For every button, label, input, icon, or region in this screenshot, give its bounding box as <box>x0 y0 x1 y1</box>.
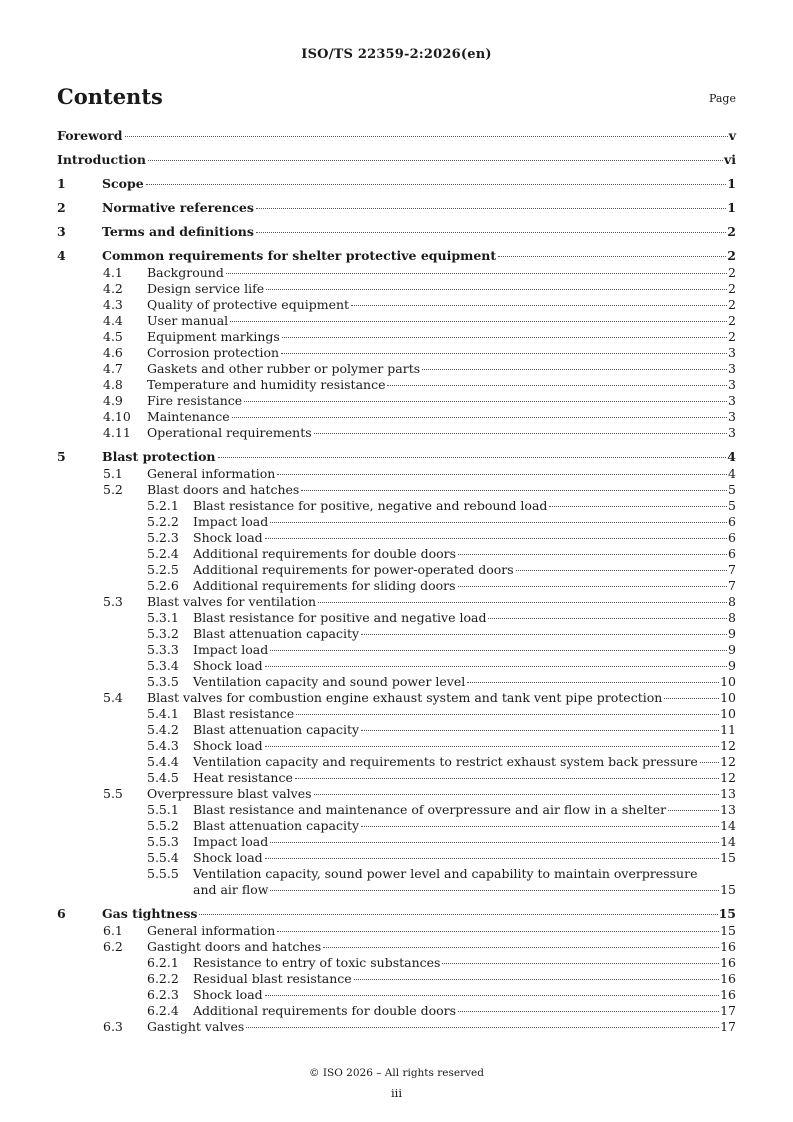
toc-leader-dots <box>498 256 726 257</box>
document-header: ISO/TS 22359-2:2026(en) <box>301 47 492 62</box>
toc-entry-title: Blast resistance <box>193 706 295 721</box>
toc-entry-title: Corrosion protection <box>147 345 280 360</box>
toc-entry[interactable] <box>57 706 736 722</box>
toc-entry-number: 4.8 <box>103 377 123 392</box>
toc-entry-page: v <box>728 128 736 143</box>
toc-leader-dots <box>265 538 727 539</box>
toc-leader-dots <box>668 810 719 811</box>
toc-entry-number: 5.3 <box>103 594 123 609</box>
toc-entry-title: Ventilation capacity and sound power level <box>193 674 466 689</box>
toc-entry-page: 16 <box>720 971 736 986</box>
toc-entry-title: Blast resistance for positive and negative load <box>193 610 487 625</box>
toc-entry-number: 6.2.1 <box>147 955 179 970</box>
toc-entry-page: 2 <box>728 265 736 280</box>
toc-entry-number: 6.1 <box>103 923 123 938</box>
toc-entry-number: 5.5 <box>103 786 123 801</box>
toc-entry-page: 3 <box>728 345 736 360</box>
toc-entry-page: 16 <box>720 955 736 970</box>
toc-entry[interactable] <box>57 409 736 425</box>
toc-entry-title: Gaskets and other rubber or polymer parts <box>147 361 421 376</box>
toc-entry[interactable] <box>57 1019 736 1035</box>
toc-leader-dots <box>458 554 727 555</box>
toc-entry-page: 5 <box>728 498 736 513</box>
toc-entry-title: Gas tightness <box>102 906 198 921</box>
toc-leader-dots <box>516 570 727 571</box>
toc-entry-title: Background <box>147 265 224 280</box>
toc-entry-number: 4.5 <box>103 329 123 344</box>
toc-leader-dots <box>265 858 719 859</box>
toc-leader-dots <box>244 401 727 402</box>
toc-entry-page: 11 <box>720 722 736 737</box>
toc-entry-title: Resistance to entry of toxic substances <box>193 955 441 970</box>
toc-entry-title: Maintenance <box>147 409 230 424</box>
toc-entry[interactable] <box>57 345 736 361</box>
toc-leader-dots <box>422 369 727 370</box>
toc-leader-dots <box>301 490 727 491</box>
toc-entry-number: 5.5.3 <box>147 834 179 849</box>
toc-entry-title: Common requirements for shelter protective equipment <box>102 248 497 263</box>
toc-entry-page: 2 <box>728 313 736 328</box>
toc-entry-number: 4.4 <box>103 313 123 328</box>
toc-entry[interactable] <box>57 393 736 409</box>
toc-leader-dots <box>361 826 719 827</box>
toc-entry-page: 9 <box>728 626 736 641</box>
toc-entry-number: 4.6 <box>103 345 123 360</box>
toc-entry-number: 4.2 <box>103 281 123 296</box>
toc-entry-page: 13 <box>720 802 736 817</box>
toc-entry[interactable] <box>57 466 736 482</box>
toc-leader-dots <box>266 289 727 290</box>
toc-entry-title: Additional requirements for power-operated doors <box>193 562 514 577</box>
toc-entry[interactable] <box>57 906 736 924</box>
toc-entry-page: 17 <box>720 1003 736 1018</box>
toc-entry[interactable] <box>57 882 736 898</box>
toc-entry[interactable] <box>57 498 736 514</box>
toc-leader-dots <box>295 778 719 779</box>
toc-entry[interactable] <box>57 514 736 530</box>
toc-entry-title: Blast attenuation capacity <box>193 626 360 641</box>
toc-entry[interactable] <box>57 224 736 242</box>
toc-entry-title: Scope <box>102 176 144 191</box>
toc-entry-number: 5.3.5 <box>147 674 179 689</box>
toc-entry-title: Equipment markings <box>147 329 280 344</box>
toc-entry-page: 17 <box>720 1019 736 1034</box>
toc-entry-title: Blast attenuation capacity <box>193 818 360 833</box>
toc-entry-page: 3 <box>728 377 736 392</box>
toc-entry-title: Blast doors and hatches <box>147 482 300 497</box>
toc-leader-dots <box>323 947 719 948</box>
toc-leader-dots <box>270 890 719 891</box>
toc-entry[interactable] <box>57 482 736 498</box>
toc-entry-number: 5.5.4 <box>147 850 179 865</box>
toc-leader-dots <box>281 353 727 354</box>
toc-entry-title: Gastight valves <box>147 1019 245 1034</box>
toc-entry[interactable] <box>57 449 736 467</box>
toc-entry-number: 6.2.4 <box>147 1003 179 1018</box>
toc-entry-page: 2 <box>727 224 736 239</box>
toc-leader-dots <box>265 746 719 747</box>
toc-entry[interactable] <box>57 923 736 939</box>
toc-entry-title: Terms and definitions <box>102 224 254 239</box>
toc-entry-title: Shock load <box>193 850 263 865</box>
toc-entry-page: 3 <box>728 425 736 440</box>
toc-entry-title: Quality of protective equipment <box>147 297 350 312</box>
toc-entry-title: Shock load <box>193 987 263 1002</box>
toc-entry-number: 4.9 <box>103 393 123 408</box>
toc-entry[interactable] <box>57 818 736 834</box>
toc-leader-dots <box>199 914 717 915</box>
toc-entry-title: Gastight doors and hatches <box>147 939 322 954</box>
toc-entry-number: 5.4.5 <box>147 770 179 785</box>
toc-leader-dots <box>218 457 727 458</box>
toc-leader-dots <box>148 160 723 161</box>
toc-entry-first-line[interactable] <box>147 866 697 881</box>
toc-entry[interactable] <box>57 850 736 866</box>
toc-entry-title: Additional requirements for double doors <box>193 1003 457 1018</box>
toc-leader-dots <box>277 474 727 475</box>
toc-entry-number: 5.2 <box>103 482 123 497</box>
toc-leader-dots <box>270 650 727 651</box>
toc-entry-title: Overpressure blast valves <box>147 786 312 801</box>
toc-entry[interactable] <box>57 248 736 266</box>
toc-entry-page: 14 <box>720 834 736 849</box>
toc-leader-dots <box>270 842 719 843</box>
toc-entry-number: 4.10 <box>103 409 131 424</box>
toc-entry-page: 15 <box>720 882 736 897</box>
toc-entry-number: 4 <box>57 248 66 263</box>
toc-entry-page: 2 <box>728 281 736 296</box>
toc-entry-number: 5 <box>57 449 66 464</box>
toc-entry-page: 9 <box>728 642 736 657</box>
toc-leader-dots <box>361 730 719 731</box>
toc-entry-page: 10 <box>720 706 736 721</box>
toc-entry-number: 5.2.1 <box>147 498 179 513</box>
toc-leader-dots <box>230 321 727 322</box>
toc-leader-dots <box>361 634 727 635</box>
toc-entry[interactable] <box>57 754 736 770</box>
toc-entry-number: 6 <box>57 906 66 921</box>
toc-entry-number: 5.3.2 <box>147 626 179 641</box>
toc-entry-page: 9 <box>728 658 736 673</box>
toc-entry-title: Foreword <box>57 128 123 143</box>
toc-entry-page: 1 <box>727 176 736 191</box>
toc-leader-dots <box>488 618 727 619</box>
toc-entry-title: Ventilation capacity, sound power level and capability to maintain overpressure <box>193 866 698 881</box>
toc-entry-title: Design service life <box>147 281 265 296</box>
toc-entry[interactable] <box>57 128 736 146</box>
toc-entry-page: 10 <box>720 674 736 689</box>
toc-entry[interactable] <box>57 281 736 297</box>
toc-leader-dots <box>246 1027 719 1028</box>
toc-entry-page: 2 <box>727 248 736 263</box>
toc-entry[interactable] <box>57 530 736 546</box>
toc-entry[interactable] <box>57 939 736 955</box>
toc-entry-title: Additional requirements for sliding doors <box>193 578 456 593</box>
toc-leader-dots <box>700 762 719 763</box>
toc-entry-number: 5.1 <box>103 466 123 481</box>
toc-leader-dots <box>442 963 719 964</box>
toc-entry-page: 3 <box>728 361 736 376</box>
toc-entry-page: 6 <box>728 530 736 545</box>
toc-entry[interactable] <box>57 546 736 562</box>
toc-entry-title: Residual blast resistance <box>193 971 352 986</box>
toc-entry-number: 3 <box>57 224 66 239</box>
toc-entry-title: Fire resistance <box>147 393 243 408</box>
toc-leader-dots <box>265 995 719 996</box>
toc-entry-number: 5.5.2 <box>147 818 179 833</box>
toc-entry-page: 3 <box>728 409 736 424</box>
toc-entry-title: Blast protection <box>102 449 216 464</box>
toc-entry[interactable] <box>57 265 736 281</box>
toc-entry[interactable] <box>57 722 736 738</box>
toc-entry[interactable] <box>57 690 736 706</box>
toc-entry[interactable] <box>57 610 736 626</box>
toc-entry[interactable] <box>57 955 736 971</box>
toc-entry-page: 3 <box>728 393 736 408</box>
toc-entry-title: Ventilation capacity and requirements to restrict exhaust system back pressure <box>193 754 698 769</box>
toc-leader-dots <box>256 208 726 209</box>
toc-entry-title: Blast valves for combustion engine exhaust system and tank vent pipe protection <box>147 690 663 705</box>
toc-leader-dots <box>146 184 727 185</box>
toc-leader-dots <box>296 714 719 715</box>
toc-entry-number: 5.4.3 <box>147 738 179 753</box>
toc-entry-number: 4.11 <box>103 425 131 440</box>
toc-entry-number: 6.3 <box>103 1019 123 1034</box>
toc-entry-page: 8 <box>728 610 736 625</box>
toc-entry-number: 5.3.3 <box>147 642 179 657</box>
toc-entry-title: Operational requirements <box>147 425 312 440</box>
toc-entry[interactable] <box>57 770 736 786</box>
toc-entry[interactable] <box>57 674 736 690</box>
toc-entry-title: User manual <box>147 313 229 328</box>
page-column-label: Page <box>708 92 736 105</box>
toc-entry-page: 6 <box>728 546 736 561</box>
toc-entry-number: 6.2 <box>103 939 123 954</box>
toc-entry-title: Shock load <box>193 658 263 673</box>
toc-entry[interactable] <box>57 578 736 594</box>
toc-leader-dots <box>351 305 727 306</box>
toc-entry-title: Heat resistance <box>193 770 293 785</box>
toc-entry[interactable] <box>57 377 736 393</box>
toc-entry[interactable] <box>57 594 736 610</box>
toc-entry-page: 12 <box>720 770 736 785</box>
toc-entry-number: 4.7 <box>103 361 123 376</box>
toc-entry-page: 2 <box>728 329 736 344</box>
toc-entry-page: 13 <box>720 786 736 801</box>
toc-entry-page: 5 <box>728 482 736 497</box>
toc-entry-title: Blast attenuation capacity <box>193 722 360 737</box>
toc-entry[interactable] <box>57 738 736 754</box>
toc-entry[interactable] <box>57 642 736 658</box>
footer-page-number: iii <box>390 1086 403 1100</box>
toc-entry-number: 5.5.5 <box>147 866 179 881</box>
toc-entry-number: 5.3.4 <box>147 658 179 673</box>
toc-entry-title: General information <box>147 923 276 938</box>
toc-entry-page: 7 <box>728 562 736 577</box>
toc-entry[interactable] <box>57 329 736 345</box>
toc-entry-page: 2 <box>728 297 736 312</box>
toc-entry-number: 5.4.4 <box>147 754 179 769</box>
contents-title: Contents <box>57 84 163 109</box>
toc-entry-number: 5.2.3 <box>147 530 179 545</box>
footer-copyright: © ISO 2026 – All rights reserved <box>309 1067 484 1079</box>
toc-entry-title-continued: and air flow <box>193 882 269 897</box>
toc-entry-page: 4 <box>727 449 736 464</box>
toc-entry[interactable] <box>57 361 736 377</box>
toc-leader-dots <box>125 136 728 137</box>
toc-entry-page: 16 <box>720 987 736 1002</box>
toc-leader-dots <box>282 337 727 338</box>
toc-entry-number: 5.4.1 <box>147 706 179 721</box>
toc-entry-title: Blast resistance and maintenance of overpressure and air flow in a shelter <box>193 802 667 817</box>
toc-entry-page: 15 <box>720 923 736 938</box>
toc-leader-dots <box>314 794 720 795</box>
toc-entry[interactable] <box>57 626 736 642</box>
toc-entry-title: Impact load <box>193 834 269 849</box>
toc-leader-dots <box>277 931 719 932</box>
toc-entry-page: 6 <box>728 514 736 529</box>
toc-entry-page: 15 <box>718 906 736 921</box>
toc-entry[interactable] <box>57 987 736 1003</box>
toc-leader-dots <box>467 682 719 683</box>
toc-entry-title: Additional requirements for double doors <box>193 546 457 561</box>
toc-leader-dots <box>549 506 727 507</box>
toc-entry-number: 5.3.1 <box>147 610 179 625</box>
toc-entry-number: 1 <box>57 176 66 191</box>
toc-entry[interactable] <box>57 297 736 313</box>
toc-entry[interactable] <box>57 971 736 987</box>
toc-entry-page: 15 <box>720 850 736 865</box>
toc-entry-page: 12 <box>720 738 736 753</box>
toc-entry-title: Blast resistance for positive, negative and rebound load <box>193 498 548 513</box>
toc-entry-page: 1 <box>727 200 736 215</box>
toc-leader-dots <box>226 273 727 274</box>
toc-entry-number: 5.2.5 <box>147 562 179 577</box>
toc-entry[interactable] <box>57 786 736 802</box>
toc-entry-title: Introduction <box>57 152 147 167</box>
toc-entry-number: 5.2.2 <box>147 514 179 529</box>
toc-entry[interactable] <box>57 176 736 194</box>
toc-entry-number: 5.5.1 <box>147 802 179 817</box>
toc-entry-title: Impact load <box>193 642 269 657</box>
toc-entry-title: Shock load <box>193 738 263 753</box>
toc-entry[interactable] <box>57 562 736 578</box>
toc-leader-dots <box>270 522 727 523</box>
toc-entry-number: 5.4 <box>103 690 123 705</box>
toc-entry-number: 5.2.4 <box>147 546 179 561</box>
toc-entry-title: Normative references <box>102 200 254 215</box>
toc-entry[interactable] <box>57 834 736 850</box>
toc-leader-dots <box>664 698 719 699</box>
toc-entry-title: Temperature and humidity resistance <box>147 377 386 392</box>
toc-leader-dots <box>256 232 726 233</box>
toc-entry-page: 14 <box>720 818 736 833</box>
toc-entry-page: vi <box>723 152 736 167</box>
toc-entry[interactable] <box>57 313 736 329</box>
toc-entry[interactable] <box>57 658 736 674</box>
toc-entry[interactable] <box>57 1003 736 1019</box>
toc-entry-page: 16 <box>720 939 736 954</box>
toc-leader-dots <box>232 417 727 418</box>
toc-entry-number: 6.2.2 <box>147 971 179 986</box>
toc-entry[interactable] <box>57 802 736 818</box>
toc-entry-page: 4 <box>728 466 736 481</box>
toc-entry[interactable] <box>57 200 736 218</box>
toc-leader-dots <box>387 385 727 386</box>
toc-entry-number: 5.4.2 <box>147 722 179 737</box>
toc-entry-page: 7 <box>728 578 736 593</box>
toc-entry-page: 12 <box>720 754 736 769</box>
toc-leader-dots <box>354 979 719 980</box>
toc-entry[interactable] <box>57 425 736 441</box>
toc-leader-dots <box>318 602 727 603</box>
toc-entry-number: 4.1 <box>103 265 123 280</box>
toc-entry-page: 10 <box>720 690 736 705</box>
toc-leader-dots <box>314 433 727 434</box>
toc-entry-title: Impact load <box>193 514 269 529</box>
toc-entry-number: 4.3 <box>103 297 123 312</box>
toc-entry-title: General information <box>147 466 276 481</box>
toc-entry-title: Blast valves for ventilation <box>147 594 317 609</box>
toc-leader-dots <box>458 1011 719 1012</box>
toc-entry-number: 5.2.6 <box>147 578 179 593</box>
toc-entry-title: Shock load <box>193 530 263 545</box>
toc-entry[interactable] <box>57 152 736 170</box>
toc-entry-number: 6.2.3 <box>147 987 179 1002</box>
toc-leader-dots <box>458 586 728 587</box>
toc-entry-page: 8 <box>728 594 736 609</box>
toc-leader-dots <box>265 666 727 667</box>
toc-entry-number: 2 <box>57 200 66 215</box>
